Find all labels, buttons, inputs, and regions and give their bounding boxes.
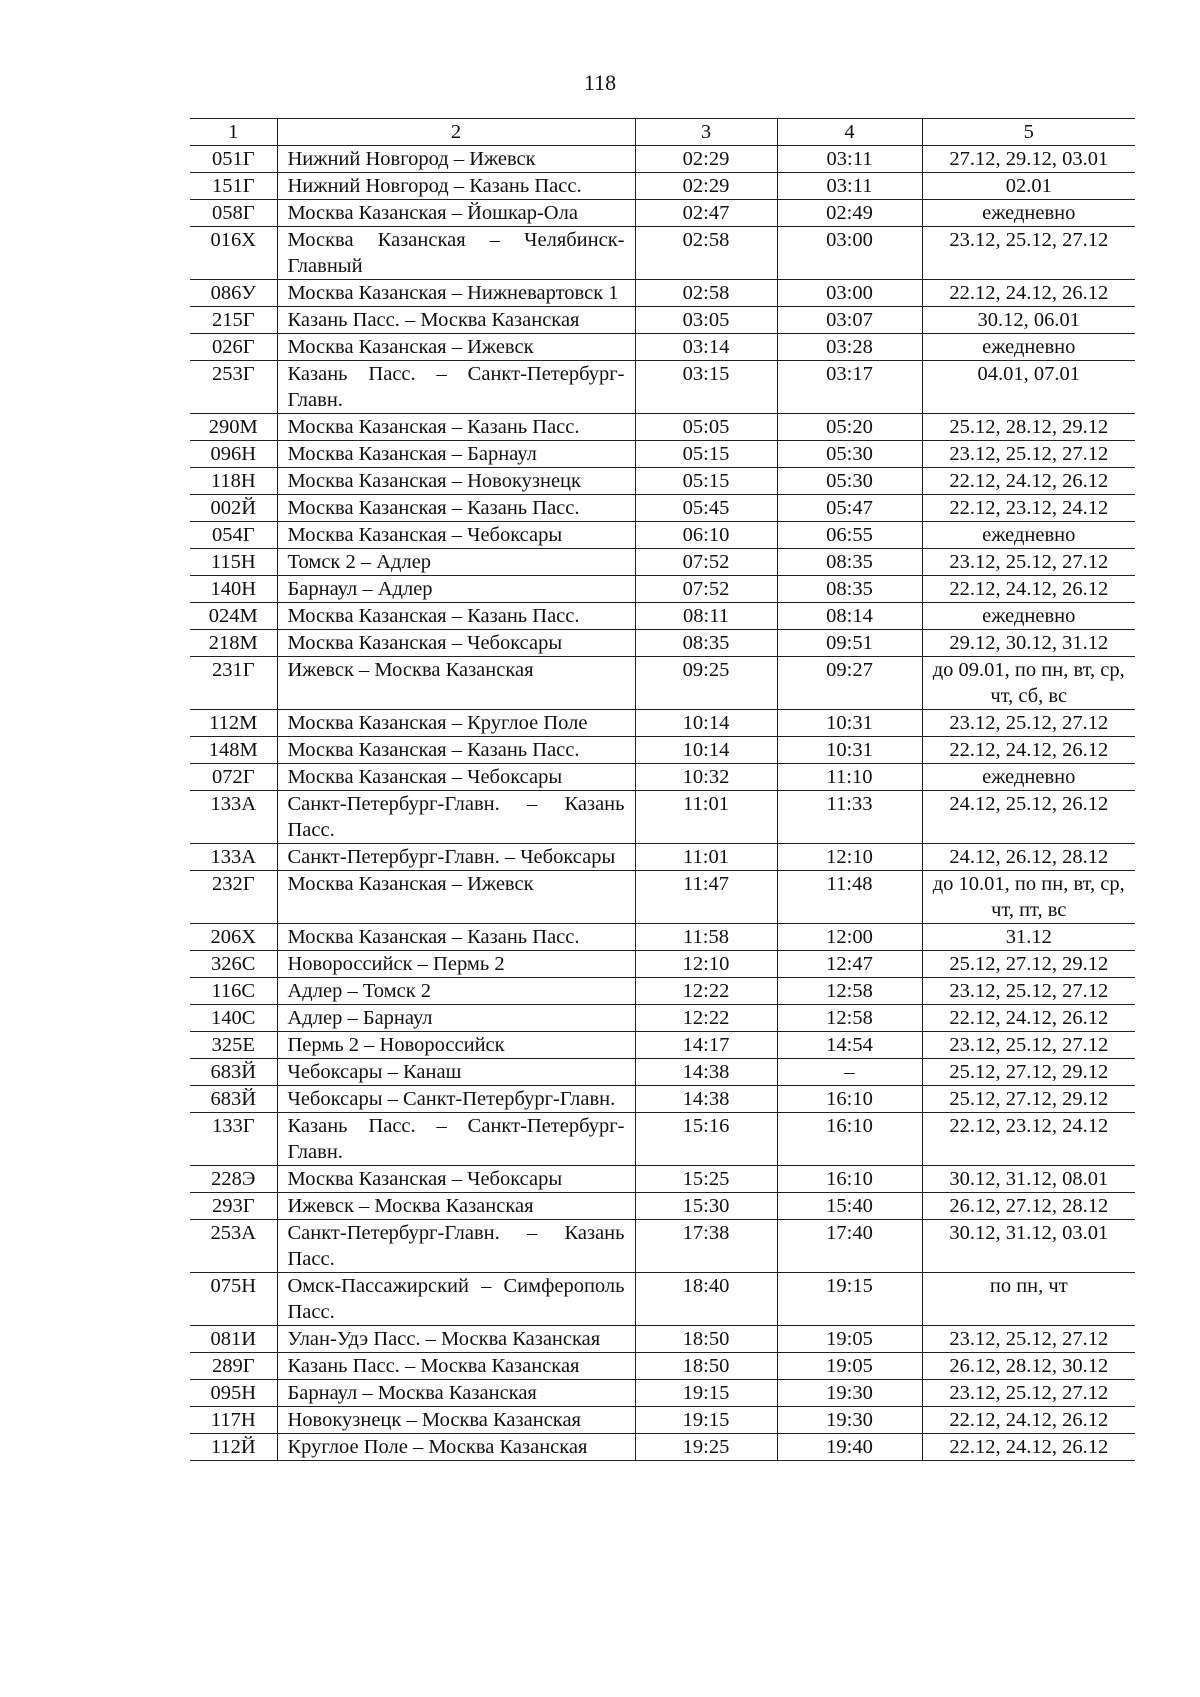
departure-time-cell: 08:35 bbox=[777, 549, 922, 576]
route-cell: Москва Казанская – Чебоксары bbox=[277, 1166, 635, 1193]
arrival-time-cell: 09:25 bbox=[635, 657, 777, 710]
schedule-days-cell: 22.12, 23.12, 24.12 bbox=[922, 495, 1135, 522]
route-cell: Чебоксары – Канаш bbox=[277, 1059, 635, 1086]
train-number-cell: 002Й bbox=[190, 495, 277, 522]
departure-time-cell: 05:30 bbox=[777, 441, 922, 468]
table-row bbox=[190, 280, 1135, 307]
schedule-days-cell: 26.12, 28.12, 30.12 bbox=[922, 1353, 1135, 1380]
arrival-time-cell: 10:32 bbox=[635, 764, 777, 791]
arrival-time-cell: 02:29 bbox=[635, 173, 777, 200]
train-number-cell: 215Г bbox=[190, 307, 277, 334]
column-header-3: 3 bbox=[635, 119, 777, 146]
schedule-days-cell: 23.12, 25.12, 27.12 bbox=[922, 1380, 1135, 1407]
train-number-cell: 232Г bbox=[190, 871, 277, 924]
schedule-days-cell: 23.12, 25.12, 27.12 bbox=[922, 710, 1135, 737]
departure-time-cell: 08:35 bbox=[777, 576, 922, 603]
table-row bbox=[190, 978, 1135, 1005]
table-row bbox=[190, 1220, 1135, 1273]
train-schedule-table bbox=[190, 118, 1135, 1461]
table-row bbox=[190, 495, 1135, 522]
schedule-days-cell: 22.12, 24.12, 26.12 bbox=[922, 737, 1135, 764]
table-row bbox=[190, 1273, 1135, 1326]
arrival-time-cell: 05:15 bbox=[635, 441, 777, 468]
arrival-time-cell: 18:40 bbox=[635, 1273, 777, 1326]
arrival-time-cell: 07:52 bbox=[635, 549, 777, 576]
table-row bbox=[190, 1434, 1135, 1461]
arrival-time-cell: 05:45 bbox=[635, 495, 777, 522]
schedule-days-cell: 27.12, 29.12, 03.01 bbox=[922, 146, 1135, 173]
route-cell: Москва Казанская – Ижевск bbox=[277, 871, 635, 924]
table-row bbox=[190, 576, 1135, 603]
train-number-cell: 218М bbox=[190, 630, 277, 657]
table-row bbox=[190, 361, 1135, 414]
arrival-time-cell: 19:25 bbox=[635, 1434, 777, 1461]
schedule-days-cell: ежедневно bbox=[922, 603, 1135, 630]
route-cell: Нижний Новгород – Казань Пасс. bbox=[277, 173, 635, 200]
route-cell: Москва Казанская – Нижневартовск 1 bbox=[277, 280, 635, 307]
arrival-time-cell: 08:11 bbox=[635, 603, 777, 630]
schedule-days-cell: 26.12, 27.12, 28.12 bbox=[922, 1193, 1135, 1220]
departure-time-cell: 03:11 bbox=[777, 146, 922, 173]
table-row bbox=[190, 1353, 1135, 1380]
route-cell: Москва Казанская – Чебоксары bbox=[277, 630, 635, 657]
departure-time-cell: 16:10 bbox=[777, 1086, 922, 1113]
train-number-cell: 058Г bbox=[190, 200, 277, 227]
route-cell: Москва Казанская – Казань Пасс. bbox=[277, 495, 635, 522]
table-row bbox=[190, 334, 1135, 361]
departure-time-cell: 19:15 bbox=[777, 1273, 922, 1326]
table-header-row bbox=[190, 119, 1135, 146]
train-number-cell: 095Н bbox=[190, 1380, 277, 1407]
schedule-days-cell: 22.12, 24.12, 26.12 bbox=[922, 1434, 1135, 1461]
table-row bbox=[190, 603, 1135, 630]
train-number-cell: 253Г bbox=[190, 361, 277, 414]
train-number-cell: 086У bbox=[190, 280, 277, 307]
table-row bbox=[190, 414, 1135, 441]
arrival-time-cell: 11:58 bbox=[635, 924, 777, 951]
route-cell: Москва Казанская – Круглое Поле bbox=[277, 710, 635, 737]
route-cell: Круглое Поле – Москва Казанская bbox=[277, 1434, 635, 1461]
schedule-days-cell: до 09.01, по пн, вт, ср, чт, сб, вс bbox=[922, 657, 1135, 710]
departure-time-cell: 03:00 bbox=[777, 227, 922, 280]
route-cell: Москва Казанская – Казань Пасс. bbox=[277, 924, 635, 951]
table-row bbox=[190, 1086, 1135, 1113]
arrival-time-cell: 05:05 bbox=[635, 414, 777, 441]
arrival-time-cell: 02:58 bbox=[635, 280, 777, 307]
table-row bbox=[190, 1380, 1135, 1407]
schedule-days-cell: 30.12, 06.01 bbox=[922, 307, 1135, 334]
schedule-days-cell: ежедневно bbox=[922, 764, 1135, 791]
table-row bbox=[190, 737, 1135, 764]
route-cell: Москва Казанская – Ижевск bbox=[277, 334, 635, 361]
departure-time-cell: 14:54 bbox=[777, 1032, 922, 1059]
table-row bbox=[190, 764, 1135, 791]
route-cell: Москва Казанская – Казань Пасс. bbox=[277, 603, 635, 630]
train-number-cell: 683Й bbox=[190, 1059, 277, 1086]
train-number-cell: 206Х bbox=[190, 924, 277, 951]
train-number-cell: 293Г bbox=[190, 1193, 277, 1220]
route-cell: Казань Пасс. – Санкт-Петербург-Главн. bbox=[277, 361, 635, 414]
train-number-cell: 096Н bbox=[190, 441, 277, 468]
table-row bbox=[190, 1032, 1135, 1059]
route-cell: Новокузнецк – Москва Казанская bbox=[277, 1407, 635, 1434]
table-row bbox=[190, 1407, 1135, 1434]
departure-time-cell: 11:10 bbox=[777, 764, 922, 791]
table-body bbox=[190, 146, 1135, 1461]
departure-time-cell: 09:51 bbox=[777, 630, 922, 657]
table-row bbox=[190, 522, 1135, 549]
schedule-days-cell: по пн, чт bbox=[922, 1273, 1135, 1326]
route-cell: Москва Казанская – Чебоксары bbox=[277, 522, 635, 549]
route-cell: Казань Пасс. – Москва Казанская bbox=[277, 1353, 635, 1380]
departure-time-cell: 16:10 bbox=[777, 1113, 922, 1166]
table-row bbox=[190, 791, 1135, 844]
route-cell: Москва Казанская – Чебоксары bbox=[277, 764, 635, 791]
schedule-days-cell: 02.01 bbox=[922, 173, 1135, 200]
departure-time-cell: 03:17 bbox=[777, 361, 922, 414]
arrival-time-cell: 15:30 bbox=[635, 1193, 777, 1220]
train-number-cell: 683Й bbox=[190, 1086, 277, 1113]
table-row bbox=[190, 307, 1135, 334]
departure-time-cell: 02:49 bbox=[777, 200, 922, 227]
route-cell: Адлер – Томск 2 bbox=[277, 978, 635, 1005]
route-cell: Новороссийск – Пермь 2 bbox=[277, 951, 635, 978]
arrival-time-cell: 11:01 bbox=[635, 791, 777, 844]
schedule-days-cell: 23.12, 25.12, 27.12 bbox=[922, 978, 1135, 1005]
schedule-days-cell: 04.01, 07.01 bbox=[922, 361, 1135, 414]
table-row bbox=[190, 146, 1135, 173]
table-row bbox=[190, 657, 1135, 710]
train-number-cell: 117Н bbox=[190, 1407, 277, 1434]
table-row bbox=[190, 1193, 1135, 1220]
schedule-days-cell: 22.12, 24.12, 26.12 bbox=[922, 280, 1135, 307]
table-row bbox=[190, 200, 1135, 227]
train-number-cell: 228Э bbox=[190, 1166, 277, 1193]
train-number-cell: 016Х bbox=[190, 227, 277, 280]
route-cell: Ижевск – Москва Казанская bbox=[277, 1193, 635, 1220]
schedule-days-cell: 25.12, 27.12, 29.12 bbox=[922, 1059, 1135, 1086]
schedule-days-cell: 22.12, 24.12, 26.12 bbox=[922, 1407, 1135, 1434]
arrival-time-cell: 14:38 bbox=[635, 1086, 777, 1113]
schedule-days-cell: 25.12, 27.12, 29.12 bbox=[922, 951, 1135, 978]
departure-time-cell: 19:40 bbox=[777, 1434, 922, 1461]
arrival-time-cell: 03:15 bbox=[635, 361, 777, 414]
arrival-time-cell: 02:47 bbox=[635, 200, 777, 227]
route-cell: Омск-Пассажирский – Симферополь Пасс. bbox=[277, 1273, 635, 1326]
arrival-time-cell: 12:10 bbox=[635, 951, 777, 978]
train-number-cell: 115Н bbox=[190, 549, 277, 576]
arrival-time-cell: 19:15 bbox=[635, 1380, 777, 1407]
arrival-time-cell: 02:29 bbox=[635, 146, 777, 173]
arrival-time-cell: 05:15 bbox=[635, 468, 777, 495]
train-number-cell: 253А bbox=[190, 1220, 277, 1273]
route-cell: Улан-Удэ Пасс. – Москва Казанская bbox=[277, 1326, 635, 1353]
arrival-time-cell: 19:15 bbox=[635, 1407, 777, 1434]
route-cell: Москва Казанская – Казань Пасс. bbox=[277, 737, 635, 764]
arrival-time-cell: 03:14 bbox=[635, 334, 777, 361]
table-row bbox=[190, 1113, 1135, 1166]
table-row bbox=[190, 227, 1135, 280]
schedule-days-cell: 25.12, 28.12, 29.12 bbox=[922, 414, 1135, 441]
schedule-days-cell: 23.12, 25.12, 27.12 bbox=[922, 549, 1135, 576]
schedule-days-cell: ежедневно bbox=[922, 334, 1135, 361]
arrival-time-cell: 14:17 bbox=[635, 1032, 777, 1059]
departure-time-cell: 16:10 bbox=[777, 1166, 922, 1193]
train-number-cell: 148М bbox=[190, 737, 277, 764]
arrival-time-cell: 14:38 bbox=[635, 1059, 777, 1086]
train-number-cell: 133Г bbox=[190, 1113, 277, 1166]
arrival-time-cell: 18:50 bbox=[635, 1353, 777, 1380]
train-number-cell: 112Й bbox=[190, 1434, 277, 1461]
column-header-2: 2 bbox=[277, 119, 635, 146]
train-number-cell: 026Г bbox=[190, 334, 277, 361]
schedule-days-cell: 30.12, 31.12, 08.01 bbox=[922, 1166, 1135, 1193]
train-number-cell: 231Г bbox=[190, 657, 277, 710]
route-cell: Москва Казанская – Йошкар-Ола bbox=[277, 200, 635, 227]
arrival-time-cell: 12:22 bbox=[635, 1005, 777, 1032]
route-cell: Томск 2 – Адлер bbox=[277, 549, 635, 576]
departure-time-cell: 05:30 bbox=[777, 468, 922, 495]
arrival-time-cell: 15:25 bbox=[635, 1166, 777, 1193]
table-row bbox=[190, 844, 1135, 871]
train-number-cell: 075Н bbox=[190, 1273, 277, 1326]
departure-time-cell: 03:00 bbox=[777, 280, 922, 307]
schedule-days-cell: 25.12, 27.12, 29.12 bbox=[922, 1086, 1135, 1113]
train-number-cell: 118Н bbox=[190, 468, 277, 495]
train-number-cell: 325Е bbox=[190, 1032, 277, 1059]
departure-time-cell: 12:58 bbox=[777, 978, 922, 1005]
train-number-cell: 140С bbox=[190, 1005, 277, 1032]
train-number-cell: 151Г bbox=[190, 173, 277, 200]
table-row bbox=[190, 468, 1135, 495]
schedule-days-cell: 23.12, 25.12, 27.12 bbox=[922, 1032, 1135, 1059]
route-cell: Чебоксары – Санкт-Петербург-Главн. bbox=[277, 1086, 635, 1113]
schedule-days-cell: 31.12 bbox=[922, 924, 1135, 951]
departure-time-cell: 12:00 bbox=[777, 924, 922, 951]
route-cell: Санкт-Петербург-Главн. – Казань Пасс. bbox=[277, 1220, 635, 1273]
schedule-days-cell: 22.12, 24.12, 26.12 bbox=[922, 468, 1135, 495]
train-number-cell: 112М bbox=[190, 710, 277, 737]
table-row bbox=[190, 1005, 1135, 1032]
table-row bbox=[190, 924, 1135, 951]
departure-time-cell: 03:28 bbox=[777, 334, 922, 361]
train-number-cell: 289Г bbox=[190, 1353, 277, 1380]
column-header-1: 1 bbox=[190, 119, 277, 146]
schedule-days-cell: 22.12, 24.12, 26.12 bbox=[922, 576, 1135, 603]
route-cell: Ижевск – Москва Казанская bbox=[277, 657, 635, 710]
train-number-cell: 140Н bbox=[190, 576, 277, 603]
table-row bbox=[190, 1166, 1135, 1193]
arrival-time-cell: 08:35 bbox=[635, 630, 777, 657]
departure-time-cell: 19:05 bbox=[777, 1326, 922, 1353]
table-row bbox=[190, 1059, 1135, 1086]
departure-time-cell: 15:40 bbox=[777, 1193, 922, 1220]
departure-time-cell: 06:55 bbox=[777, 522, 922, 549]
column-header-5: 5 bbox=[922, 119, 1135, 146]
route-cell: Барнаул – Москва Казанская bbox=[277, 1380, 635, 1407]
schedule-days-cell: 22.12, 24.12, 26.12 bbox=[922, 1005, 1135, 1032]
route-cell: Санкт-Петербург-Главн. – Чебоксары bbox=[277, 844, 635, 871]
route-cell: Барнаул – Адлер bbox=[277, 576, 635, 603]
schedule-days-cell: 24.12, 26.12, 28.12 bbox=[922, 844, 1135, 871]
train-number-cell: 051Г bbox=[190, 146, 277, 173]
schedule-days-cell: 22.12, 23.12, 24.12 bbox=[922, 1113, 1135, 1166]
schedule-days-cell: 24.12, 25.12, 26.12 bbox=[922, 791, 1135, 844]
route-cell: Москва Казанская – Казань Пасс. bbox=[277, 414, 635, 441]
train-number-cell: 133А bbox=[190, 844, 277, 871]
departure-time-cell: 08:14 bbox=[777, 603, 922, 630]
table-row bbox=[190, 871, 1135, 924]
table-row bbox=[190, 630, 1135, 657]
arrival-time-cell: 07:52 bbox=[635, 576, 777, 603]
schedule-days-cell: ежедневно bbox=[922, 522, 1135, 549]
table-row bbox=[190, 549, 1135, 576]
arrival-time-cell: 17:38 bbox=[635, 1220, 777, 1273]
schedule-days-cell: ежедневно bbox=[922, 200, 1135, 227]
table-row bbox=[190, 951, 1135, 978]
train-number-cell: 133А bbox=[190, 791, 277, 844]
route-cell: Нижний Новгород – Ижевск bbox=[277, 146, 635, 173]
departure-time-cell: 12:10 bbox=[777, 844, 922, 871]
train-number-cell: 072Г bbox=[190, 764, 277, 791]
schedule-days-cell: 23.12, 25.12, 27.12 bbox=[922, 227, 1135, 280]
train-number-cell: 326С bbox=[190, 951, 277, 978]
arrival-time-cell: 12:22 bbox=[635, 978, 777, 1005]
schedule-days-cell: 30.12, 31.12, 03.01 bbox=[922, 1220, 1135, 1273]
departure-time-cell: 12:47 bbox=[777, 951, 922, 978]
schedule-days-cell: 23.12, 25.12, 27.12 bbox=[922, 1326, 1135, 1353]
departure-time-cell: 03:07 bbox=[777, 307, 922, 334]
train-number-cell: 054Г bbox=[190, 522, 277, 549]
departure-time-cell: 19:05 bbox=[777, 1353, 922, 1380]
train-number-cell: 024М bbox=[190, 603, 277, 630]
route-cell: Санкт-Петербург-Главн. – Казань Пасс. bbox=[277, 791, 635, 844]
route-cell: Пермь 2 – Новороссийск bbox=[277, 1032, 635, 1059]
table-row bbox=[190, 441, 1135, 468]
departure-time-cell: 05:47 bbox=[777, 495, 922, 522]
schedule-days-cell: до 10.01, по пн, вт, ср, чт, пт, вс bbox=[922, 871, 1135, 924]
route-cell: Казань Пасс. – Москва Казанская bbox=[277, 307, 635, 334]
schedule-days-cell: 23.12, 25.12, 27.12 bbox=[922, 441, 1135, 468]
departure-time-cell: 05:20 bbox=[777, 414, 922, 441]
arrival-time-cell: 02:58 bbox=[635, 227, 777, 280]
route-cell: Москва Казанская – Барнаул bbox=[277, 441, 635, 468]
arrival-time-cell: 18:50 bbox=[635, 1326, 777, 1353]
arrival-time-cell: 10:14 bbox=[635, 737, 777, 764]
arrival-time-cell: 11:01 bbox=[635, 844, 777, 871]
arrival-time-cell: 11:47 bbox=[635, 871, 777, 924]
departure-time-cell: 10:31 bbox=[777, 737, 922, 764]
departure-time-cell: 10:31 bbox=[777, 710, 922, 737]
departure-time-cell: 19:30 bbox=[777, 1380, 922, 1407]
route-cell: Адлер – Барнаул bbox=[277, 1005, 635, 1032]
schedule-days-cell: 29.12, 30.12, 31.12 bbox=[922, 630, 1135, 657]
table-row bbox=[190, 1326, 1135, 1353]
departure-time-cell: 12:58 bbox=[777, 1005, 922, 1032]
departure-time-cell: 09:27 bbox=[777, 657, 922, 710]
train-number-cell: 116С bbox=[190, 978, 277, 1005]
page-number: 118 bbox=[583, 70, 617, 95]
train-number-cell: 081И bbox=[190, 1326, 277, 1353]
departure-time-cell: 17:40 bbox=[777, 1220, 922, 1273]
arrival-time-cell: 03:05 bbox=[635, 307, 777, 334]
route-cell: Москва Казанская – Новокузнецк bbox=[277, 468, 635, 495]
arrival-time-cell: 10:14 bbox=[635, 710, 777, 737]
departure-time-cell: – bbox=[777, 1059, 922, 1086]
arrival-time-cell: 15:16 bbox=[635, 1113, 777, 1166]
table-row bbox=[190, 710, 1135, 737]
column-header-4: 4 bbox=[777, 119, 922, 146]
route-cell: Казань Пасс. – Санкт-Петербург-Главн. bbox=[277, 1113, 635, 1166]
departure-time-cell: 11:48 bbox=[777, 871, 922, 924]
departure-time-cell: 19:30 bbox=[777, 1407, 922, 1434]
arrival-time-cell: 06:10 bbox=[635, 522, 777, 549]
table-row bbox=[190, 173, 1135, 200]
route-cell: Москва Казанская – Челябинск-Главный bbox=[277, 227, 635, 280]
train-number-cell: 290М bbox=[190, 414, 277, 441]
departure-time-cell: 11:33 bbox=[777, 791, 922, 844]
departure-time-cell: 03:11 bbox=[777, 173, 922, 200]
